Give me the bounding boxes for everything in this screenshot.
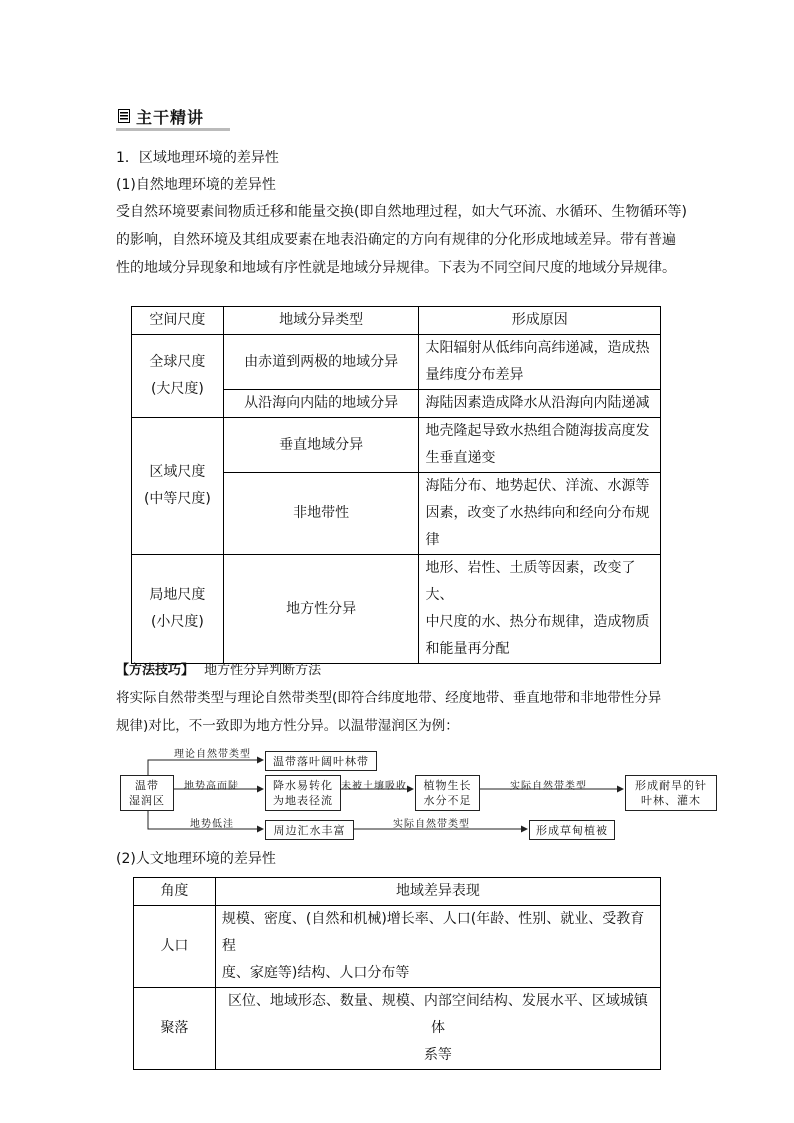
table-row	[132, 555, 661, 664]
method-line-2: 规律)对比，不一致即为地方性分异。以温带湿润区为例：	[116, 718, 459, 734]
reason-line: 海陆分布、地势起伏、洋流、水源等	[425, 478, 650, 494]
result1-box	[625, 775, 717, 811]
type-cell: 非地带性	[223, 473, 419, 555]
result2-box: 形成草甸植被	[529, 820, 615, 840]
start-box	[120, 775, 174, 811]
header-cell: 空间尺度	[132, 307, 224, 335]
scale-label: 局地尺度	[149, 587, 206, 603]
reason-line: 生垂直递变	[425, 450, 496, 466]
arrow-theory	[148, 760, 263, 777]
box-line: 湿润区	[129, 794, 165, 807]
header-underline	[116, 128, 230, 131]
box-line: 温带	[135, 779, 159, 792]
reason-line: 量纬度分布差异	[425, 367, 524, 383]
scale-note: (大尺度)	[150, 381, 204, 397]
reason-cell	[419, 335, 661, 390]
table-row	[134, 906, 661, 988]
water-box: 周边汇水丰富	[265, 820, 354, 840]
desc-line: 度、家庭等)结构、人口分布等	[221, 965, 410, 981]
intro-line-1: 受自然环境要素间物质迁移和能量交换(即自然地理过程，如大气环流、水循环、生物循环等)	[116, 204, 687, 220]
reason-cell	[419, 418, 661, 473]
table-header-row	[134, 878, 661, 906]
section-title: 主干精讲	[136, 108, 205, 127]
method-title: 地方性分异判断方法	[204, 663, 322, 678]
reason-line: 律	[425, 532, 440, 548]
method-line-1: 将实际自然带类型与理论自然带类型(即符合纬度地带、经度地带、垂直地带和非地带性分异	[116, 690, 662, 706]
box-line: 降水易转化	[273, 779, 333, 792]
angle-cell: 聚落	[134, 988, 216, 1070]
intro-line-3: 性的地域分异现象和地域有序性就是地域分异规律。下表为不同空间尺度的地域分异规律。	[116, 260, 676, 276]
arrow-low	[148, 807, 263, 829]
scale-table	[131, 306, 661, 664]
table-row	[134, 988, 661, 1070]
reason-cell	[419, 473, 661, 555]
reason-line: 因素，改变了水热纬向和经向分布规	[425, 505, 650, 521]
label-high: 地势高而陡	[184, 781, 239, 792]
scale-cell	[132, 335, 224, 418]
intro-line-2: 的影响，自然环境及其组成要素在地表沿确定的方向有规律的分化形成地域差异。带有普遍	[116, 232, 676, 248]
section-header	[116, 104, 230, 130]
desc-cell	[215, 988, 660, 1070]
reason-line: 和能量再分配	[425, 641, 510, 657]
label-low: 地势低洼	[190, 819, 234, 830]
label-actual-2: 实际自然带类型	[393, 819, 470, 830]
box-line: 植物生长	[423, 779, 472, 792]
reason-line: 太阳辐射从低纬向高纬递减，造成热	[425, 340, 650, 356]
theory-box: 温带落叶阔叶林带	[265, 751, 377, 771]
angle-cell: 人口	[134, 906, 216, 988]
label-theory: 理论自然带类型	[174, 749, 251, 760]
table-row	[132, 335, 661, 390]
runoff-box	[265, 775, 341, 811]
scale-label: 区域尺度	[149, 464, 206, 480]
reason-line: 地形、岩性、土质等因素，改变了大、	[425, 560, 636, 603]
desc-line: 系等	[423, 1047, 452, 1063]
label-soil: 未被土壤吸收	[341, 781, 407, 792]
desc-cell	[215, 906, 660, 988]
table-header-row	[132, 307, 661, 335]
reason-line: 地壳隆起导致水热组合随海拔高度发	[425, 423, 650, 439]
scale-label: 全球尺度	[149, 354, 206, 370]
reason-line: 中尺度的水、热分布规律，造成物质	[425, 614, 650, 630]
type-cell: 从沿海向内陆的地域分异	[223, 390, 419, 418]
method-heading	[116, 661, 321, 681]
box-line: 形成耐旱的针	[635, 779, 707, 792]
subheading-natural: (1)自然地理环境的差异性	[116, 177, 276, 193]
desc-line: 规模、密度、(自然和机械)增长率、人口(年龄、性别、就业、受教育程	[221, 911, 645, 954]
human-table	[133, 877, 661, 1070]
heading-1: 1．区域地理环境的差异性	[116, 150, 279, 166]
type-cell: 由赤道到两极的地域分异	[223, 335, 419, 390]
plant-box	[415, 775, 480, 811]
reason-cell: 海陆因素造成降水从沿海向内陆递减	[419, 390, 661, 418]
scale-note: (中等尺度)	[143, 491, 211, 507]
box-line: 为地表径流	[273, 794, 333, 807]
desc-line: 区位、地域形态、数量、规模、内部空间结构、发展水平、区域城镇体	[227, 993, 648, 1036]
scale-note: (小尺度)	[150, 614, 204, 630]
table-row	[132, 418, 661, 473]
scale-cell	[132, 418, 224, 555]
header-cell: 角度	[134, 878, 216, 906]
type-cell: 地方性分异	[223, 555, 419, 664]
box-line: 叶林、灌木	[641, 794, 701, 807]
document-icon	[118, 109, 130, 123]
label-actual-1: 实际自然带类型	[510, 781, 587, 792]
header-cell: 形成原因	[419, 307, 661, 335]
scale-cell	[132, 555, 224, 664]
type-cell: 垂直地域分异	[223, 418, 419, 473]
header-cell: 地域分异类型	[223, 307, 419, 335]
method-tag: 【方法技巧】	[116, 663, 195, 678]
box-line: 水分不足	[423, 794, 472, 807]
reason-cell	[419, 555, 661, 664]
subheading-human: (2)人文地理环境的差异性	[116, 851, 276, 867]
header-cell: 地域差异表现	[215, 878, 660, 906]
